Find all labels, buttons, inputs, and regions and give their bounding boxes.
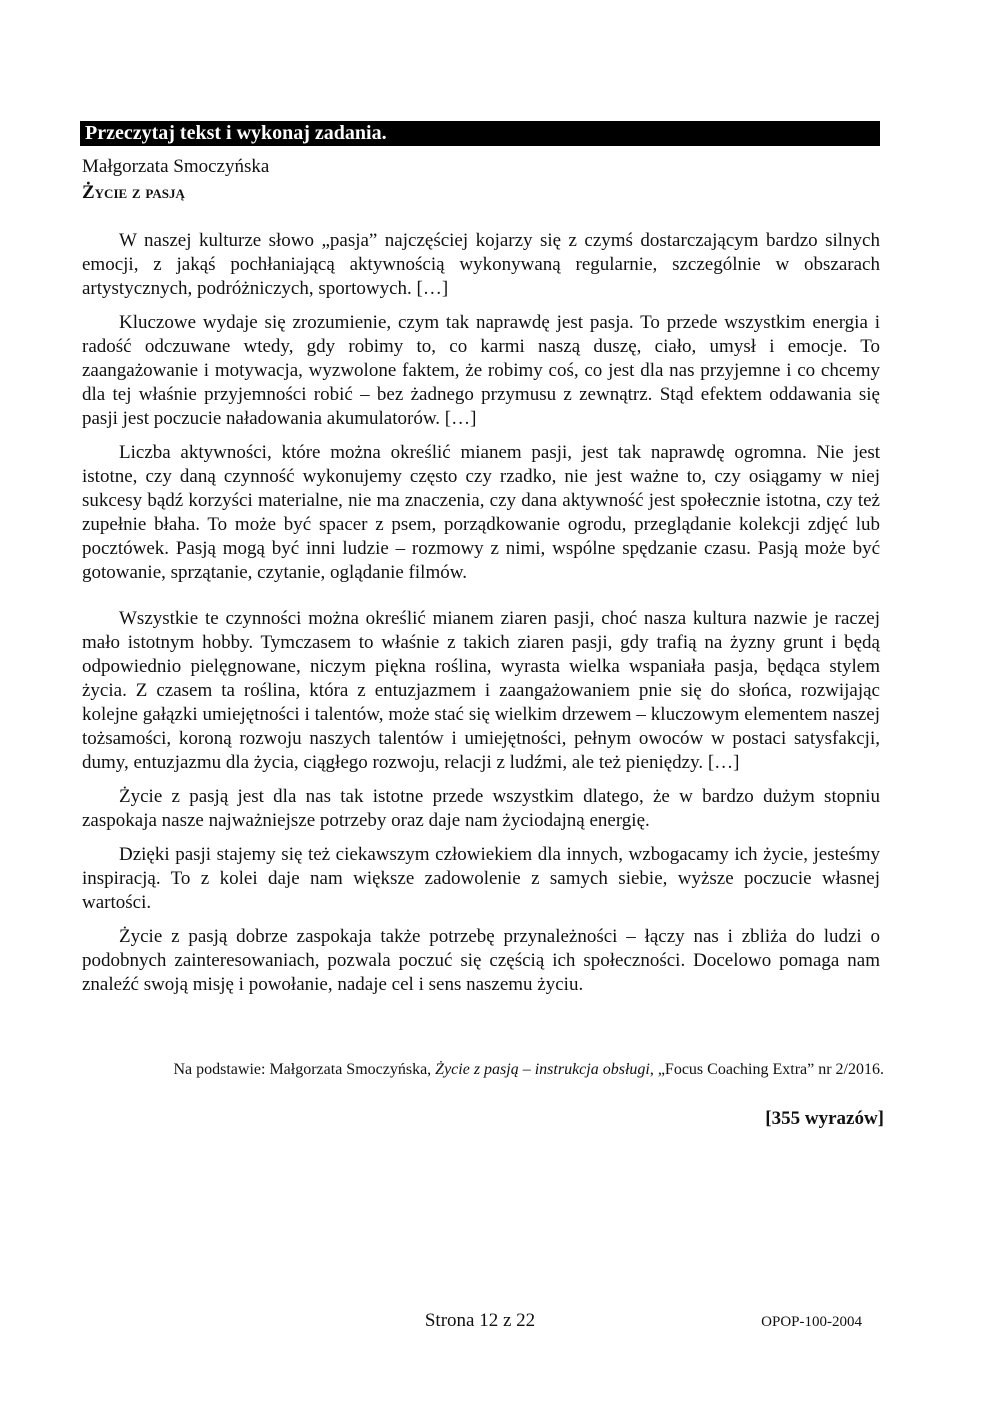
paragraph-6: Dzięki pasji stajemy się też ciekawszym człowiekiem dla innych, wzbogacamy ich życie, jesteśmy inspiracją. To z kolei daje nam większe zadowolenie z samych siebie, wyższe poczucie własnej wartości.	[82, 844, 880, 913]
paragraph-3: Liczba aktywności, które można określić mianem pasji, jest tak naprawdę ogromna. Nie jest istotne, czy daną czynność wykonujemy często czy rzadko, nie jest ważne to, czy osiągamy w niej sukcesy bądź korzyści materialne, nie ma znaczenia, czy dana aktywność jest społecznie istotna, czy też zupełnie błaha. To może być spacer z psem, porządkowanie ogrodu, przeglądanie kolekcji zdjęć lub pocztówek. Pasją mogą być inni ludzie – rozmowy z nimi, wspólne spędzanie czasu. Pasją może być gotowanie, sprzątanie, czytanie, oglądanie filmów.	[82, 442, 880, 583]
paragraph-5: Życie z pasją jest dla nas tak istotne przede wszystkim dlatego, że w bardzo dużym stopniu zaspokaja nasze najważniejsze potrzeby oraz daje nam życiodajną energię.	[82, 786, 880, 831]
article-author: Małgorzata Smoczyńska	[82, 156, 270, 177]
paragraph-7: Życie z pasją dobrze zaspokaja także potrzebę przynależności – łączy nas i zbliża do ludzi o podobnych zainteresowaniach, pozwala poczuć się częścią ich społeczności. Docelowo pomaga nam znaleźć swoją misję i powołanie, nadaje cel i sens naszemu życiu.	[82, 926, 880, 995]
source-citation	[82, 1060, 884, 1080]
source-prefix: Na podstawie: Małgorzata Smoczyńska,	[173, 1061, 436, 1078]
article-body	[82, 229, 880, 1007]
page-number: Strona 12 z 22	[424, 1310, 536, 1331]
exam-code: OPOP-100-2004	[761, 1314, 862, 1330]
word-count: [355 wyrazów]	[765, 1108, 884, 1129]
paragraph-4: Wszystkie te czynności można określić mianem ziaren pasji, choć nasza kultura nazwie je raczej mało istotnym hobby. Tymczasem to właśnie z takich ziaren pasji, gdy trafią na żyzny grunt i będą odpowiednio pielęgnowane, niczym piękna roślina, wyrasta wielka wspaniała pasja, będąca stylem życia. Z czasem ta roślina, która z entuzjazmem i zaangażowaniem pnie się do słońca, rozwijając kolejne gałązki umiejętności i talentów, może stać się wielkim drzewem – kluczowym elementem naszej tożsamości, koroną rozwoju naszych talentów i umiejętności, pełnym owoców w postaci satysfakcji, dumy, entuzjazmu dla życia, ciągłego rozwoju, relacji z ludźmi, ale też pieniędzy. […]	[82, 608, 880, 773]
source-suffix: , „Focus Coaching Extra” nr 2/2016.	[649, 1061, 884, 1078]
paragraph-2: Kluczowe wydaje się zrozumienie, czym tak naprawdę jest pasja. To przede wszystkim energia i radość odczuwane wtedy, gdy robimy to, co karmi naszą duszę, ciało, umysł i emocje. To zaangażowanie i motywacja, wyzwolone faktem, że robimy coś, co jest dla nas przyjemne i co chcemy dla tej właśnie przyjemności robić – bez żadnego przymusu z zewnątrz. Stąd efektem oddawania się pasji jest poczucie naładowania akumulatorów. […]	[82, 312, 880, 429]
source-work-title: Życie z pasją – instrukcja obsługi	[435, 1061, 650, 1078]
instruction-header: Przeczytaj tekst i wykonaj zadania.	[80, 121, 880, 146]
article-title: Życie z pasją	[82, 182, 185, 203]
paragraph-1: W naszej kulturze słowo „pasja” najczęściej kojarzy się z czymś dostarczającym bardzo silnych emocji, z jakąś pochłaniającą aktywnością wykonywaną regularnie, szczególnie w obszarach artystycznych, podróżniczych, sportowych. […]	[82, 230, 880, 299]
